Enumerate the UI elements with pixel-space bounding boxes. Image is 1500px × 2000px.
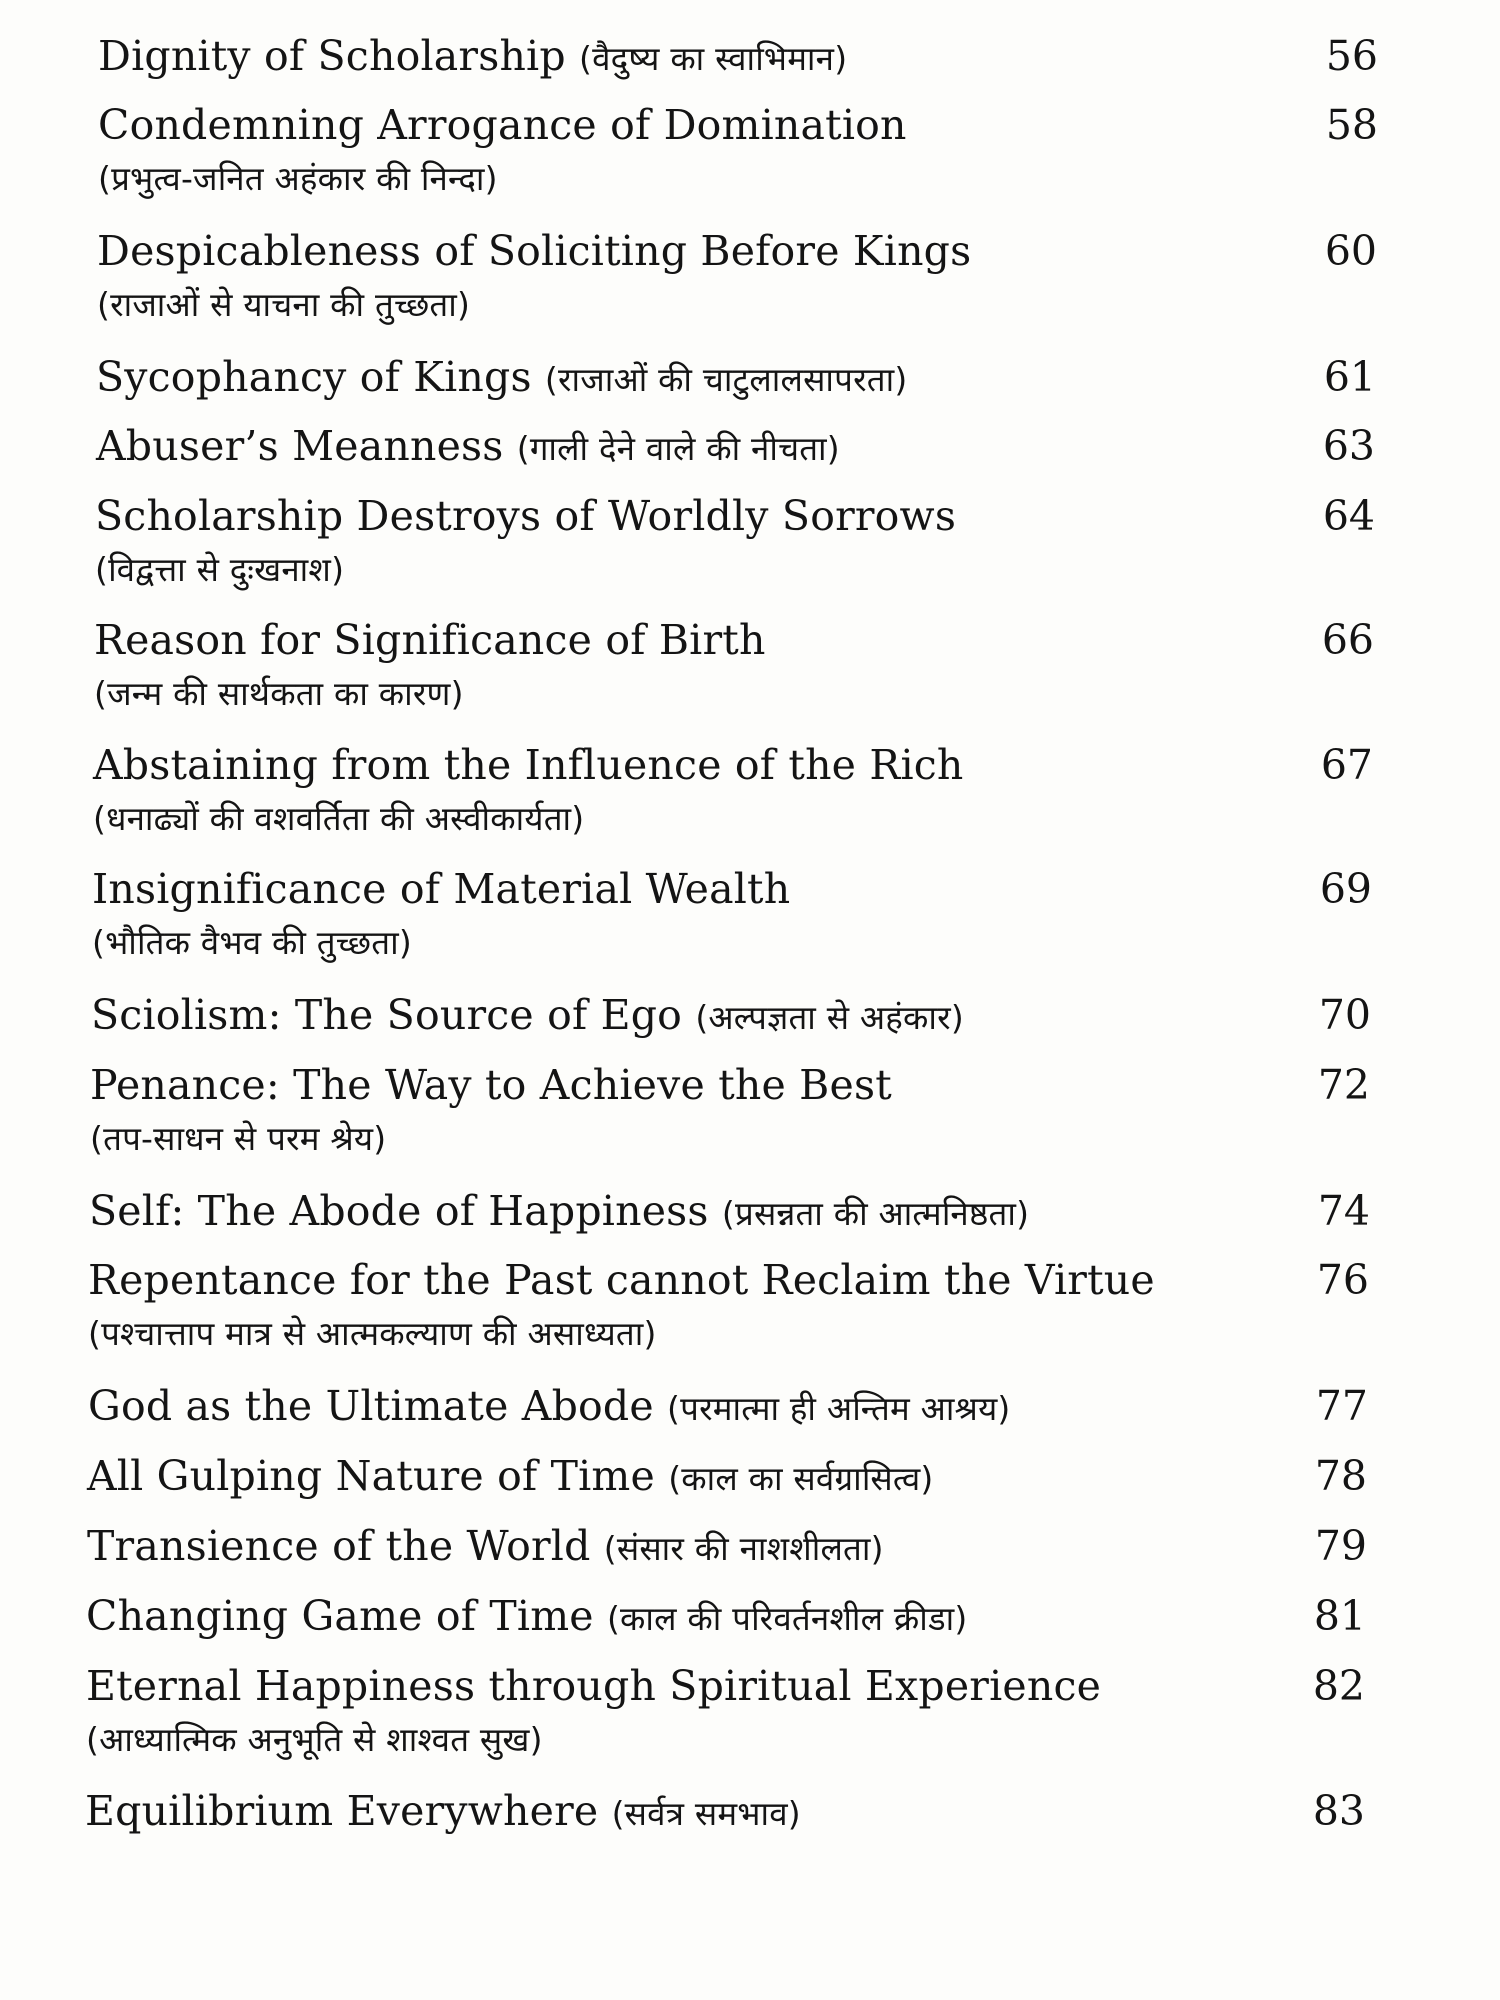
entry-title: Reason for Significance of Birth — [94, 616, 766, 664]
entry-page-number: 70 — [1318, 991, 1371, 1039]
entry-title: Abstaining from the Influence of the Rich — [93, 741, 964, 789]
entry-title: Abuser’s Meanness — [96, 422, 504, 470]
entry-hindi-title: (संसार की नाशशीलता) — [603, 1529, 884, 1568]
entry-title: Equilibrium Everywhere — [85, 1787, 599, 1835]
entry-page-number: 76 — [1316, 1256, 1369, 1304]
entry-hindi-title: (वैदुष्य का स्वाभिमान) — [579, 39, 848, 78]
entry-title: Despicableness of Soliciting Before Kings — [97, 227, 972, 275]
entry-title: All Gulping Nature of Time — [87, 1452, 655, 1500]
entry-page-number: 63 — [1322, 422, 1375, 470]
entry-page-number: 60 — [1324, 227, 1377, 275]
entry-page-number: 74 — [1317, 1187, 1370, 1235]
entry-title: Condemning Arrogance of Domination — [98, 101, 907, 149]
entry-hindi-title: (जन्म की सार्थकता का कारण) — [94, 674, 464, 713]
entry-title: Eternal Happiness through Spiritual Experience — [86, 1662, 1102, 1710]
entry-page-number: 83 — [1312, 1787, 1365, 1835]
entry-page-number: 78 — [1314, 1452, 1367, 1500]
entry-page-number: 61 — [1323, 353, 1376, 401]
entry-page-number: 64 — [1322, 492, 1375, 540]
entry-hindi-title: (अल्पज्ञता से अहंकार) — [695, 998, 964, 1037]
entry-hindi-title: (विद्वत्ता से दुःखनाश) — [95, 550, 345, 589]
entry-page-number: 81 — [1313, 1592, 1366, 1640]
entry-page-number: 69 — [1319, 865, 1372, 913]
entry-title: God as the Ultimate Abode — [88, 1382, 654, 1430]
entry-hindi-title: (परमात्मा ही अन्तिम आश्रय) — [667, 1389, 1011, 1428]
entry-hindi-title: (राजाओं से याचना की तुच्छता) — [97, 285, 471, 324]
entry-hindi-title: (काल का सर्वग्रासित्व) — [668, 1459, 934, 1498]
entry-page-number: 56 — [1325, 32, 1378, 80]
entry-title: Dignity of Scholarship — [98, 32, 566, 80]
entry-title: Transience of the World — [87, 1522, 591, 1570]
entry-title: Penance: The Way to Achieve the Best — [90, 1061, 892, 1109]
entry-title: Repentance for the Past cannot Reclaim the Virtue — [88, 1256, 1155, 1304]
entry-page-number: 77 — [1315, 1382, 1368, 1430]
entry-title: Scholarship Destroys of Worldly Sorrows — [95, 492, 957, 540]
entry-title: Changing Game of Time — [86, 1592, 594, 1640]
entry-title: Self: The Abode of Happiness — [89, 1187, 709, 1235]
entry-hindi-title: (प्रसन्नता की आत्मनिष्ठता) — [721, 1194, 1030, 1233]
entry-hindi-title: (आध्यात्मिक अनुभूति से शाश्वत सुख) — [86, 1720, 543, 1759]
entry-title: Insignificance of Material Wealth — [92, 865, 791, 913]
entry-page-number: 72 — [1317, 1061, 1370, 1109]
entry-page-number: 58 — [1325, 101, 1378, 149]
entry-page-number: 67 — [1320, 741, 1373, 789]
entry-hindi-title: (प्रभुत्व-जनित अहंकार की निन्दा) — [98, 159, 498, 198]
entry-hindi-title: (काल की परिवर्तनशील क्रीडा) — [606, 1599, 968, 1638]
entry-hindi-title: (सर्वत्र समभाव) — [611, 1794, 801, 1833]
entry-hindi-title: (पश्चात्ताप मात्र से आत्मकल्याण की असाध्यता) — [88, 1314, 657, 1353]
entry-hindi-title: (राजाओं की चाटुलालसापरता) — [544, 360, 908, 399]
entry-title: Sciolism: The Source of Ego — [91, 991, 683, 1039]
entry-hindi-title: (तप-साधन से परम श्रेय) — [90, 1119, 387, 1158]
entry-hindi-title: (भौतिक वैभव की तुच्छता) — [92, 923, 412, 962]
entry-hindi-title: (गाली देने वाले की नीचता) — [516, 429, 840, 468]
entry-page-number: 79 — [1314, 1522, 1367, 1570]
entry-hindi-title: (धनाढ्यों की वशवर्तिता की अस्वीकार्यता) — [93, 799, 585, 838]
entry-page-number: 66 — [1321, 616, 1374, 664]
entry-title: Sycophancy of Kings — [96, 353, 532, 401]
entry-page-number: 82 — [1312, 1662, 1365, 1710]
